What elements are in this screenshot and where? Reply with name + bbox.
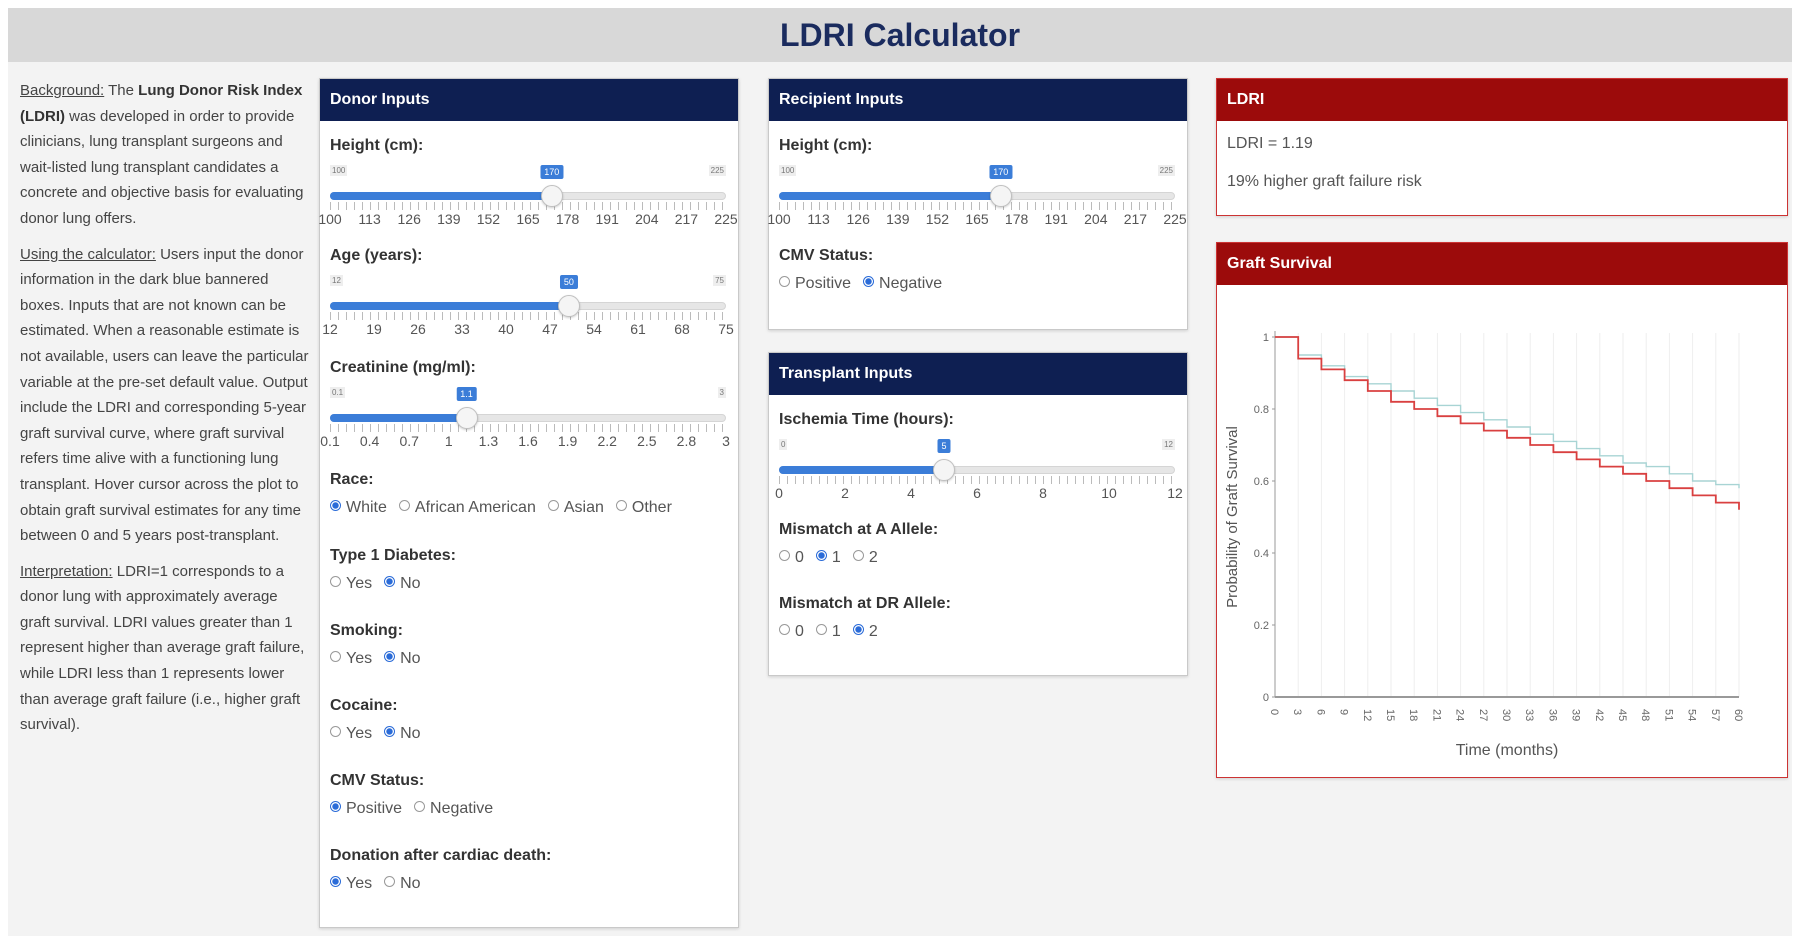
cocaine-radio-group[interactable] — [330, 725, 433, 745]
radio-checked-icon[interactable] — [853, 624, 864, 635]
slider-tick-label: 113 — [358, 211, 381, 227]
ldri-value: LDRI = 1.19 — [1227, 135, 1313, 152]
slider-tick-label: 12 — [1167, 485, 1183, 501]
slider-value-label: 5 — [937, 439, 950, 453]
slider-tick-label: 2.2 — [597, 433, 617, 449]
x-tick-label: 21 — [1430, 709, 1443, 722]
radio-checked-icon[interactable] — [384, 651, 395, 662]
smoking-radio-group[interactable] — [330, 650, 433, 670]
slider-tick-label: 204 — [1084, 211, 1108, 227]
slider-tick-label: 217 — [1123, 211, 1148, 227]
radio-label: No — [400, 725, 421, 742]
slider-tick-label: 40 — [498, 321, 514, 337]
intro-using — [20, 242, 310, 549]
background-heading: Background: — [20, 82, 105, 99]
page-title: LDRI Calculator — [779, 17, 1021, 53]
slider-handle[interactable] — [541, 185, 563, 207]
recipient-panel — [768, 78, 1188, 330]
donor-age-label: Age (years): — [330, 247, 423, 264]
slider-tick-label: 10 — [1101, 485, 1117, 501]
slider-handle[interactable] — [990, 185, 1012, 207]
radio-unchecked-icon[interactable] — [779, 550, 790, 561]
radio-option[interactable] — [616, 499, 672, 517]
x-tick-label: 57 — [1708, 709, 1721, 722]
radio-label: Yes — [346, 725, 373, 742]
slider-tick-label: 2 — [841, 485, 849, 501]
x-tick-label: 18 — [1407, 709, 1420, 722]
radio-label: Positive — [346, 800, 403, 817]
slider-tick-label: 100 — [767, 211, 791, 227]
recipient-cmv-radio-group[interactable] — [779, 275, 954, 295]
slider-tick-label: 204 — [635, 211, 659, 227]
slider-fill — [330, 302, 569, 310]
radio-option[interactable] — [330, 499, 387, 517]
y-tick-label: 0 — [1262, 692, 1269, 704]
intro-text — [20, 78, 310, 748]
radio-unchecked-icon[interactable] — [399, 500, 410, 511]
slider-ticks — [779, 476, 1175, 484]
donor-cmv-label: CMV Status: — [330, 772, 425, 789]
radio-label: 1 — [831, 623, 841, 640]
slider-tick-label: 19 — [366, 321, 382, 337]
y-tick-label: 0.4 — [1253, 548, 1269, 560]
recipient-cmv-label: CMV Status: — [779, 247, 874, 264]
slider-handle[interactable] — [456, 407, 478, 429]
slider-value-label: 1.1 — [456, 387, 477, 401]
slider-handle[interactable] — [933, 459, 955, 481]
slider-tick-label: 191 — [1044, 211, 1068, 227]
radio-label: Positive — [795, 275, 852, 292]
slider-tick-label: 12 — [322, 321, 338, 337]
radio-option[interactable] — [779, 549, 804, 567]
radio-label: No — [400, 875, 421, 892]
slider-value-label: 50 — [560, 275, 578, 289]
y-tick-label: 1 — [1262, 332, 1269, 344]
survival-panel-title: Graft Survival — [1217, 243, 1787, 285]
x-tick-label: 15 — [1384, 709, 1396, 722]
donor-panel-title: Donor Inputs — [320, 79, 738, 121]
y-tick-label: 0.6 — [1253, 476, 1269, 488]
radio-unchecked-icon[interactable] — [853, 550, 864, 561]
slider-tick-label: 4 — [907, 485, 915, 501]
slider-tick-label: 152 — [925, 211, 950, 227]
diabetes-radio-group[interactable] — [330, 575, 433, 595]
slider-ticks — [330, 424, 726, 432]
x-tick-label: 45 — [1616, 709, 1628, 722]
radio-label: African American — [414, 499, 536, 516]
slider-ticks — [330, 202, 726, 210]
slider-tick-label: 75 — [718, 321, 734, 337]
ldri-panel-title: LDRI — [1217, 79, 1787, 121]
using-heading: Using the calculator: — [20, 245, 156, 263]
slider-tick-label: 1.3 — [478, 433, 499, 449]
title-bar — [8, 8, 1792, 62]
radio-label: Asian — [563, 499, 604, 516]
slider-max-label: 225 — [1159, 166, 1173, 175]
slider-min-label: 100 — [332, 166, 346, 175]
radio-checked-icon[interactable] — [330, 801, 341, 812]
survival-panel — [1216, 242, 1788, 778]
slider-tick-label: 165 — [516, 211, 540, 227]
diabetes-label: Type 1 Diabetes: — [330, 547, 456, 564]
x-tick-label: 30 — [1500, 709, 1512, 722]
slider-min-label: 0 — [781, 440, 786, 449]
recipient-height-slider[interactable] — [767, 165, 1187, 235]
radio-label: Yes — [346, 875, 373, 892]
slider-tick-label: 139 — [437, 211, 461, 227]
donor-panel — [319, 78, 739, 928]
x-tick-label: 39 — [1569, 709, 1582, 722]
slider-tick-label: 126 — [397, 211, 421, 227]
cocaine-label: Cocaine: — [330, 697, 398, 714]
slider-tick-label: 26 — [410, 321, 426, 337]
radio-option[interactable] — [384, 875, 420, 893]
slider-tick-label: 178 — [555, 211, 580, 227]
slider-tick-label: 54 — [586, 321, 602, 337]
slider-tick-label: 0.4 — [359, 433, 380, 449]
radio-option[interactable] — [816, 549, 841, 567]
y-axis-label: Probability of Graft Survival — [1224, 426, 1241, 608]
x-tick-label: 0 — [1268, 709, 1280, 716]
slider-fill — [779, 466, 944, 474]
slider-tick-label: 126 — [846, 211, 870, 227]
radio-option[interactable] — [853, 549, 878, 567]
radio-label: Yes — [346, 650, 373, 667]
slider-min-label: 12 — [332, 276, 341, 285]
transplant-panel-title: Transplant Inputs — [769, 353, 1187, 395]
radio-option[interactable] — [384, 725, 420, 743]
radio-option[interactable] — [384, 575, 420, 593]
radio-option[interactable] — [384, 650, 420, 668]
radio-checked-icon[interactable] — [384, 726, 395, 737]
slider-tick-label: 47 — [542, 321, 558, 337]
slider-tick-label: 217 — [674, 211, 699, 227]
slider-max-label: 225 — [710, 166, 724, 175]
x-tick-label: 12 — [1360, 709, 1373, 722]
slider-tick-label: 152 — [476, 211, 501, 227]
intro-interpretation — [20, 559, 310, 738]
radio-label: 2 — [868, 623, 878, 640]
radio-checked-icon[interactable] — [330, 876, 341, 887]
radio-checked-icon[interactable] — [863, 276, 874, 287]
donor-age-slider[interactable] — [322, 275, 734, 345]
slider-handle[interactable] — [558, 295, 580, 317]
x-tick-label: 51 — [1662, 709, 1675, 722]
slider-tick-label: 3 — [722, 433, 730, 449]
x-tick-label: 9 — [1337, 709, 1350, 716]
x-tick-label: 27 — [1476, 709, 1489, 722]
radio-option[interactable] — [414, 800, 493, 818]
slider-tick-label: 1.9 — [557, 433, 578, 449]
radio-unchecked-icon[interactable] — [816, 624, 827, 635]
transplant-panel — [768, 352, 1188, 676]
slider-tick-label: 225 — [1163, 211, 1187, 227]
radio-label: 1 — [831, 549, 841, 566]
radio-option[interactable] — [330, 875, 372, 893]
slider-min-label: 100 — [781, 166, 795, 175]
radio-unchecked-icon[interactable] — [330, 726, 341, 737]
slider-fill — [779, 192, 1001, 200]
radio-option[interactable] — [399, 499, 536, 517]
slider-tick-label: 191 — [595, 211, 619, 227]
slider-tick-label: 6 — [973, 485, 981, 501]
radio-label: Yes — [346, 575, 373, 592]
radio-label: 0 — [795, 623, 804, 640]
y-tick-label: 0.8 — [1253, 404, 1269, 416]
donor-cmv-radio-group[interactable] — [330, 800, 505, 820]
slider-max-label: 3 — [719, 388, 724, 397]
radio-label: 0 — [795, 549, 804, 566]
radio-option[interactable] — [330, 725, 372, 743]
interpretation-heading: Interpretation: — [20, 562, 113, 580]
slider-tick-label: 8 — [1039, 485, 1047, 501]
y-tick-label: 0.2 — [1253, 620, 1269, 632]
slider-ticks — [779, 202, 1175, 210]
slider-tick-label: 113 — [807, 211, 830, 227]
x-tick-label: 60 — [1732, 709, 1744, 722]
dcd-radio-group[interactable] — [330, 875, 433, 895]
slider-max-label: 12 — [1164, 440, 1173, 449]
slider-tick-label: 61 — [630, 321, 646, 337]
radio-label: Negative — [430, 800, 494, 817]
x-axis-label: Time (months) — [1455, 742, 1559, 759]
ldri-panel — [1216, 78, 1788, 216]
donor-height-slider[interactable] — [318, 165, 738, 235]
radio-option[interactable] — [853, 623, 878, 641]
slider-tick-label: 2.5 — [637, 433, 657, 449]
recipient-height-label: Height (cm): — [779, 137, 873, 154]
radio-label: 2 — [868, 549, 878, 566]
radio-unchecked-icon[interactable] — [330, 576, 341, 587]
radio-checked-icon[interactable] — [330, 500, 341, 511]
donor-creatinine-slider[interactable] — [320, 387, 730, 457]
ischemia-slider[interactable] — [775, 439, 1183, 509]
smoking-label: Smoking: — [330, 622, 403, 639]
mismatch-dr-label: Mismatch at DR Allele: — [779, 595, 951, 612]
slider-fill — [330, 192, 552, 200]
radio-option[interactable] — [330, 800, 402, 818]
slider-tick-label: 0.7 — [399, 433, 419, 449]
x-tick-label: 6 — [1314, 709, 1327, 716]
radio-unchecked-icon[interactable] — [779, 276, 790, 287]
radio-unchecked-icon[interactable] — [548, 500, 559, 511]
radio-checked-icon[interactable] — [384, 576, 395, 587]
donor-height-label: Height (cm): — [330, 137, 424, 154]
slider-tick-label: 68 — [674, 321, 690, 337]
radio-option[interactable] — [330, 575, 372, 593]
radio-label: No — [400, 575, 421, 592]
ischemia-label: Ischemia Time (hours): — [779, 411, 954, 428]
slider-tick-label: 178 — [1004, 211, 1029, 227]
slider-tick-label: 0.1 — [320, 433, 340, 449]
radio-option[interactable] — [779, 275, 851, 293]
slider-tick-label: 225 — [714, 211, 738, 227]
radio-label: Other — [631, 499, 672, 516]
radio-label: Negative — [879, 275, 943, 292]
x-tick-label: 24 — [1453, 709, 1466, 722]
radio-unchecked-icon[interactable] — [384, 876, 395, 887]
radio-unchecked-icon[interactable] — [330, 651, 341, 662]
slider-max-label: 75 — [715, 276, 724, 285]
recipient-panel-title: Recipient Inputs — [769, 79, 1187, 121]
background-text-b: was developed in order to provide clinicians, lung transplant surgeons and wait-listed lung transplant candidates a concrete and objective basis for evaluating donor lung offers. — [20, 107, 304, 227]
race-label: Race: — [330, 471, 374, 488]
slider-min-label: 0.1 — [332, 388, 344, 397]
x-tick-label: 54 — [1685, 709, 1698, 722]
radio-option[interactable] — [863, 275, 942, 293]
slider-ticks — [330, 312, 726, 320]
race-radio-group[interactable] — [330, 499, 684, 519]
x-tick-label: 42 — [1592, 709, 1605, 722]
background-bold: Lung Donor Risk Index (LDRI) — [20, 82, 303, 125]
mismatch-a-label: Mismatch at A Allele: — [779, 521, 939, 538]
radio-unchecked-icon[interactable] — [779, 624, 790, 635]
radio-label: No — [400, 650, 421, 667]
slider-tick-label: 33 — [454, 321, 470, 337]
slider-tick-label: 1 — [444, 433, 453, 449]
slider-value-label: 170 — [540, 165, 563, 179]
radio-label: White — [346, 499, 387, 516]
radio-option[interactable] — [548, 499, 604, 517]
radio-option[interactable] — [816, 623, 841, 641]
slider-tick-label: 0 — [775, 485, 783, 501]
main-area — [8, 62, 1792, 936]
x-tick-label: 3 — [1291, 709, 1304, 716]
slider-tick-label: 165 — [965, 211, 989, 227]
dcd-label: Donation after cardiac death: — [330, 847, 552, 864]
slider-fill — [330, 414, 467, 422]
x-tick-label: 36 — [1546, 709, 1559, 722]
intro-background — [20, 78, 310, 232]
slider-tick-label: 100 — [318, 211, 342, 227]
radio-option[interactable] — [779, 623, 804, 641]
survival-chart[interactable] — [1217, 285, 1787, 777]
slider-tick-label: 139 — [886, 211, 910, 227]
mismatch-dr-radio-group[interactable] — [779, 623, 890, 643]
ldri-risk-text: 19% higher graft failure risk — [1227, 173, 1422, 190]
background-text-a: The — [104, 82, 139, 99]
radio-option[interactable] — [330, 650, 372, 668]
radio-unchecked-icon[interactable] — [414, 801, 425, 812]
radio-checked-icon[interactable] — [816, 550, 827, 561]
x-tick-label: 48 — [1639, 709, 1652, 722]
x-tick-label: 33 — [1523, 709, 1536, 722]
radio-unchecked-icon[interactable] — [616, 500, 627, 511]
slider-value-label: 170 — [989, 165, 1012, 179]
donor-creatinine-label: Creatinine (mg/ml): — [330, 359, 476, 376]
slider-tick-label: 2.8 — [676, 433, 697, 449]
slider-tick-label: 1.6 — [518, 433, 538, 449]
mismatch-a-radio-group[interactable] — [779, 549, 890, 569]
using-text: Users input the donor information in the dark blue bannered boxes. Inputs that are not known can be estimated. When a reasonable estimate is not available, users can leave the particular variable at the pre-set default value. Output include the LDRI and corresponding 5-year graft survival curve, where graft survival refers time alive with a functioning lung transplant. Hover cursor across the plot to obtain graft survival estimates for any time between 0 and 5 years post-transplant. — [20, 245, 309, 545]
interpretation-text: LDRI=1 corresponds to a donor lung with approximately average graft survival. LDRI values greater than 1 represent higher than average graft failure, while LDRI less than 1 represents lower than average graft failure (i.e., higher graft survival). — [20, 562, 305, 734]
